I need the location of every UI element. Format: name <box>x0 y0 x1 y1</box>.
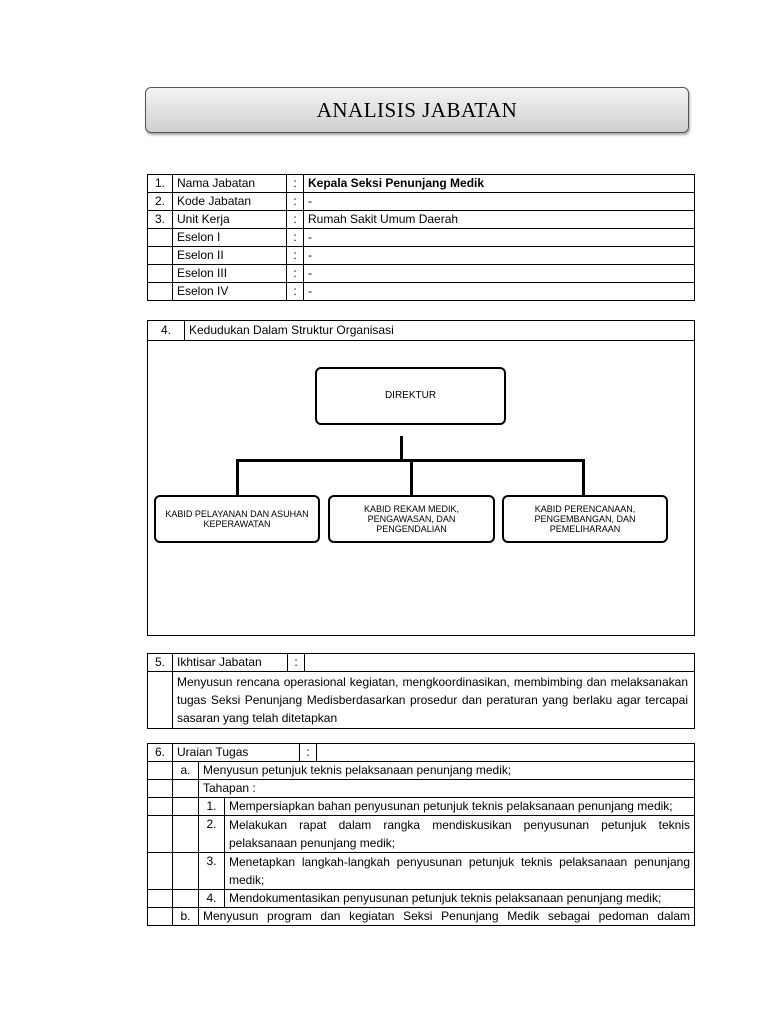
empty-cell <box>317 744 695 762</box>
row-number <box>148 283 173 301</box>
empty-cell <box>148 798 173 816</box>
row-number <box>148 265 173 283</box>
empty-cell <box>173 816 199 853</box>
row-separator: : <box>287 193 304 211</box>
row-label: Unit Kerja <box>173 211 287 229</box>
empty-cell <box>148 762 173 780</box>
org-box-kabid-pelayanan: KABID PELAYANAN DAN ASUHAN KEPERAWATAN <box>154 495 320 543</box>
document-title-box <box>145 87 689 133</box>
tahapan-label: Tahapan : <box>199 780 695 798</box>
row-separator: : <box>287 265 304 283</box>
org-box-kabid-rekam-medik: KABID REKAM MEDIK, PENGAWASAN, DAN PENGENDALIAN <box>328 495 495 543</box>
table-row <box>148 247 695 265</box>
row-separator: : <box>287 175 304 193</box>
row-number: 3. <box>148 211 173 229</box>
task-table <box>147 743 695 926</box>
step-text <box>225 890 695 908</box>
org-connector-right <box>582 459 585 496</box>
org-structure-header <box>148 321 694 341</box>
step-number: 4. <box>199 890 225 908</box>
step-line: Mendokumentasikan penyusunan petunjuk teknis pelaksanaan penunjang medik; <box>229 891 662 905</box>
summary-line: Menyusun rencana operasional kegiatan, mengkoordinasikan, membimbing dan melaksanakan <box>177 675 688 689</box>
section-label: Uraian Tugas <box>173 744 300 762</box>
row-number: 1. <box>148 175 173 193</box>
step-line: medik; <box>229 873 265 887</box>
step-number: 1. <box>199 798 225 816</box>
task-text <box>199 908 695 926</box>
task-letter: a. <box>173 762 199 780</box>
empty-cell <box>305 654 695 672</box>
table-row <box>148 211 695 229</box>
step-line: pelaksanaan penunjang medik; <box>229 836 396 850</box>
step-text <box>225 853 695 890</box>
table-row <box>148 654 695 672</box>
row-label: Eselon IV <box>173 283 287 301</box>
row-value: - <box>304 283 695 301</box>
empty-cell <box>148 890 173 908</box>
section-label: Kedudukan Dalam Struktur Organisasi <box>189 323 394 337</box>
row-separator: : <box>287 283 304 301</box>
step-number: 3. <box>199 853 225 890</box>
row-number: 2. <box>148 193 173 211</box>
table-row <box>148 890 695 908</box>
section-number: 4. <box>148 321 185 340</box>
org-connector-middle <box>410 459 413 496</box>
row-separator: : <box>287 247 304 265</box>
table-row <box>148 229 695 247</box>
table-row <box>148 744 695 762</box>
table-row <box>148 175 695 193</box>
table-row <box>148 762 695 780</box>
step-text <box>225 816 695 853</box>
task-line: Menyusun program dan kegiatan Seksi Penunjang Medik sebagai pedoman dalam <box>203 909 690 923</box>
empty-cell <box>173 798 199 816</box>
step-line: Menetapkan langkah-langkah penyusunan petunjuk teknis pelaksanaan penunjang <box>229 855 690 869</box>
empty-cell <box>148 672 173 729</box>
job-name-value: Kepala Seksi Penunjang Medik <box>304 175 695 193</box>
empty-cell <box>173 853 199 890</box>
org-connector-left <box>236 459 239 496</box>
step-line: Mempersiapkan bahan penyusunan petunjuk teknis pelaksanaan penunjang medik; <box>229 799 673 813</box>
empty-cell <box>173 780 199 798</box>
row-value: - <box>304 265 695 283</box>
table-row <box>148 283 695 301</box>
task-letter: b. <box>173 908 199 926</box>
row-value: - <box>304 229 695 247</box>
empty-cell <box>148 853 173 890</box>
row-separator: : <box>287 229 304 247</box>
org-box-direktur: DIREKTUR <box>315 367 506 425</box>
row-label: Eselon I <box>173 229 287 247</box>
step-text <box>225 798 695 816</box>
org-connector-vertical <box>400 436 403 459</box>
row-separator: : <box>288 654 305 672</box>
org-box-kabid-perencanaan: KABID PERENCANAAN, PENGEMBANGAN, DAN PEMELIHARAAN <box>502 495 668 543</box>
summary-line: tugas Seksi Penunjang Medisberdasarkan prosedur dan peraturan yang berlaku agar tercapai <box>177 693 688 707</box>
empty-cell <box>148 780 173 798</box>
org-structure-section <box>147 320 695 636</box>
row-number <box>148 247 173 265</box>
empty-cell <box>148 816 173 853</box>
empty-cell <box>148 908 173 926</box>
table-row <box>148 798 695 816</box>
summary-line: sasaran yang telah ditetapkan <box>177 711 338 725</box>
identity-table <box>147 174 695 301</box>
table-row <box>148 265 695 283</box>
row-label: Nama Jabatan <box>173 175 287 193</box>
row-value: Rumah Sakit Umum Daerah <box>304 211 695 229</box>
job-summary-table <box>147 653 695 729</box>
table-row <box>148 780 695 798</box>
row-number <box>148 229 173 247</box>
row-separator: : <box>287 211 304 229</box>
row-label: Eselon II <box>173 247 287 265</box>
job-summary-text <box>173 672 695 729</box>
section-number: 6. <box>148 744 173 762</box>
table-row <box>148 853 695 890</box>
row-value: - <box>304 247 695 265</box>
table-row <box>148 672 695 729</box>
task-text: Menyusun petunjuk teknis pelaksanaan penunjang medik; <box>199 762 695 780</box>
step-number: 2. <box>199 816 225 853</box>
section-label: Ikhtisar Jabatan <box>173 654 288 672</box>
document-title: ANALISIS JABATAN <box>316 97 518 122</box>
row-separator: : <box>300 744 317 762</box>
table-row <box>148 193 695 211</box>
row-label: Kode Jabatan <box>173 193 287 211</box>
row-value: - <box>304 193 695 211</box>
empty-cell <box>173 890 199 908</box>
row-label: Eselon III <box>173 265 287 283</box>
table-row <box>148 816 695 853</box>
step-line: Melakukan rapat dalam rangka mendiskusikan penyusunan petunjuk teknis <box>229 818 690 832</box>
section-number: 5. <box>148 654 173 672</box>
table-row <box>148 908 695 926</box>
